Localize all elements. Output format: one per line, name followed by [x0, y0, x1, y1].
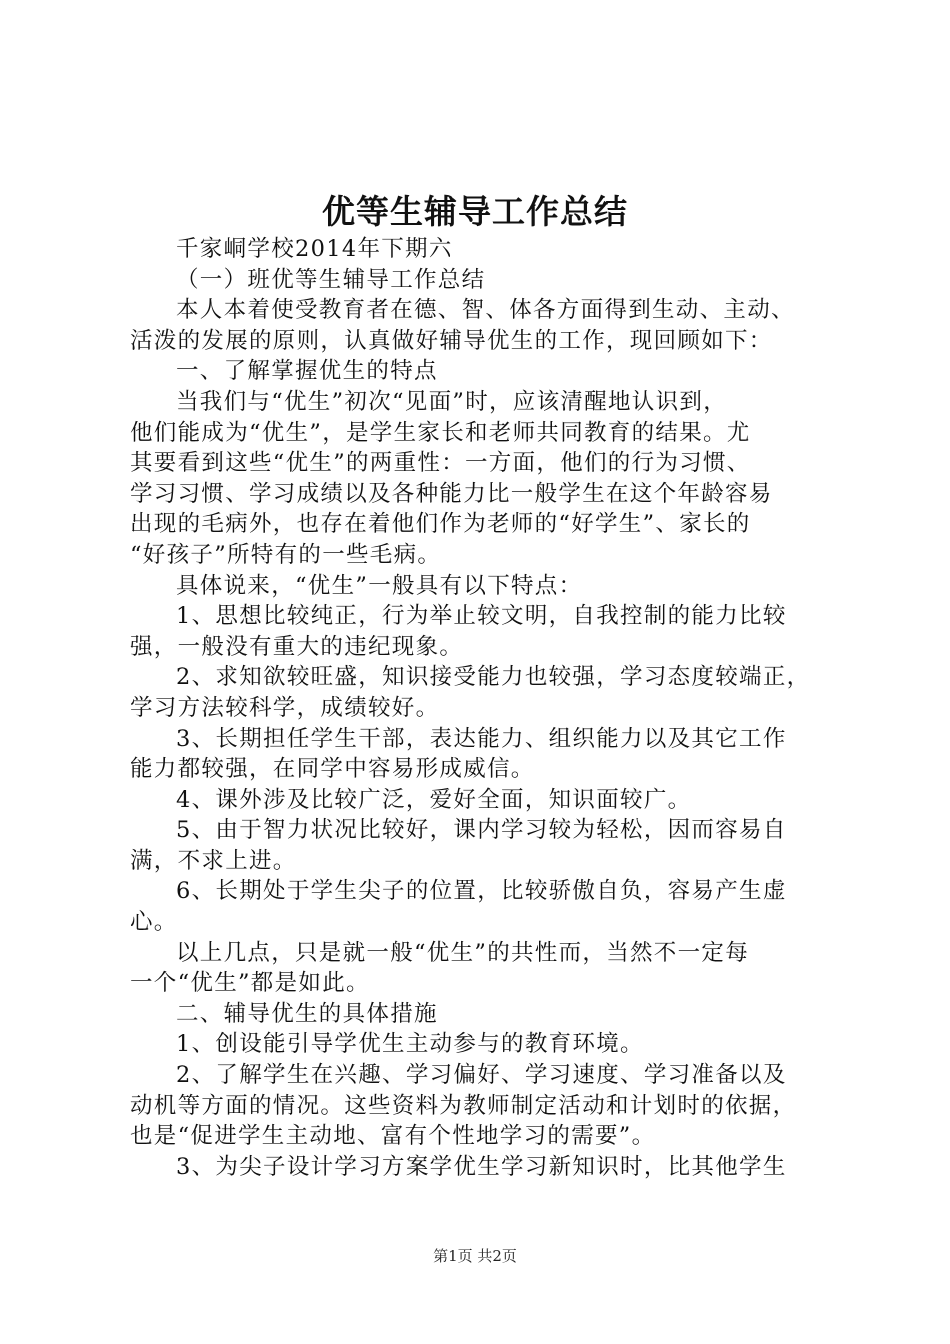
text-line: 3、为尖子设计学习方案学优生学习新知识时，比其他学生 — [176, 1153, 787, 1180]
text-line: 1、思想比较纯正，行为举止较文明，自我控制的能力比较 — [176, 603, 787, 630]
text-line: 5、由于智力状况比较好，课内学习较为轻松，因而容易自 — [176, 817, 787, 844]
text-line: 4、课外涉及比较广泛，爱好全面，知识面较广。 — [176, 786, 692, 813]
document-title: 优等生辅导工作总结 — [322, 192, 628, 231]
text-line: 具体说来，“优生”一般具有以下特点： — [176, 572, 583, 599]
text-line: 2、了解学生在兴趣、学习偏好、学习速度、学习准备以及 — [176, 1062, 787, 1089]
text-line: 强，一般没有重大的违纪现象。 — [130, 633, 464, 660]
text-line: 其要看到这些“优生”的两重性：一方面，他们的行为习惯、 — [130, 450, 751, 477]
text-line: 活泼的发展的原则，认真做好辅导优生的工作，现回顾如下： — [130, 327, 773, 354]
text-line: 一、了解掌握优生的特点 — [176, 358, 438, 385]
text-line: 动机等方面的情况。这些资料为教师制定活动和计划时的依据， — [130, 1092, 797, 1119]
text-line: 学习方法较科学，成绩较好。 — [130, 694, 440, 721]
text-line: 满，不求上进。 — [130, 847, 297, 874]
text-line: 6、长期处于学生尖子的位置，比较骄傲自负，容易产生虚 — [176, 878, 787, 905]
document-body — [130, 234, 832, 1182]
text-line: 3、长期担任学生干部，表达能力、组织能力以及其它工作 — [176, 725, 787, 752]
text-line: 以上几点，只是就一般“优生”的共性而，当然不一定每 — [176, 939, 750, 966]
text-line: 能力都较强，在同学中容易形成威信。 — [130, 756, 535, 783]
text-line: （一）班优等生辅导工作总结 — [176, 266, 486, 293]
page-footer: 第1页 共2页 — [433, 1247, 517, 1265]
text-line: 心。 — [130, 909, 178, 936]
text-line: 二、辅导优生的具体措施 — [176, 1000, 438, 1027]
text-line: 1、创设能引导学优生主动参与的教育环境。 — [176, 1031, 644, 1058]
text-line: “好孩子”所特有的一些毛病。 — [130, 541, 442, 568]
text-line: 千家峒学校2014年下期六 — [176, 236, 453, 262]
text-line: 出现的毛病外，也存在着他们作为老师的“好学生”、家长的 — [130, 511, 751, 538]
text-line: 2、求知欲较旺盛，知识接受能力也较强，学习态度较端正， — [176, 664, 811, 691]
text-line: 本人本着使受教育者在德、智、体各方面得到生动、主动、 — [176, 297, 795, 324]
text-line: 当我们与“优生”初次“见面”时，应该清醒地认识到， — [176, 388, 728, 415]
text-line: 一个“优生”都是如此。 — [130, 970, 370, 997]
text-line: 也是“促进学生主动地、富有个性地学习的需要”。 — [130, 1123, 656, 1150]
text-line: 他们能成为“优生”，是学生家长和老师共同教育的结果。尤 — [130, 419, 751, 446]
text-line: 学习习惯、学习成绩以及各种能力比一般学生在这个年龄容易 — [130, 480, 773, 507]
